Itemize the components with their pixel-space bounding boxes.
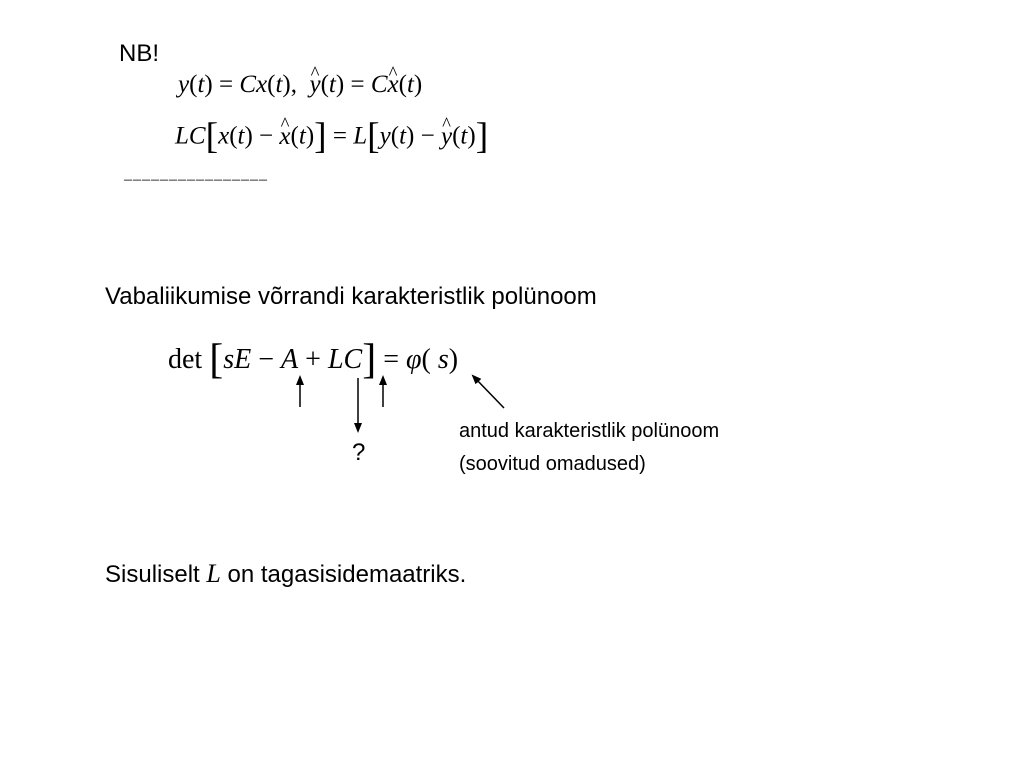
arrow-to-phi <box>475 378 504 408</box>
annotation-line-1: antud karakteristlik polünoom <box>459 420 720 442</box>
question-mark: ? <box>352 439 366 466</box>
output-equation: y(t) = Cx(t), ^ y(t) = C^ x(t) <box>178 72 422 97</box>
nb-label: NB! <box>119 40 160 67</box>
conclusion-text: Sisuliselt L on tagasisidemaatriks. <box>105 559 467 588</box>
char-poly-equation: det [sE − A + LC] = φ( s) <box>168 337 459 383</box>
lc-equation: LC[x(t) − ^ x(t)] = L[y(t) − ^ y(t)] <box>175 118 488 156</box>
dash-separator: ‒‒‒‒‒‒‒‒‒‒‒‒‒‒‒‒ <box>124 171 268 188</box>
annotation-line-2: (soovitud omadused) <box>459 453 646 475</box>
char-poly-heading: Vabaliikumise võrrandi karakteristlik polünoom <box>105 283 597 310</box>
